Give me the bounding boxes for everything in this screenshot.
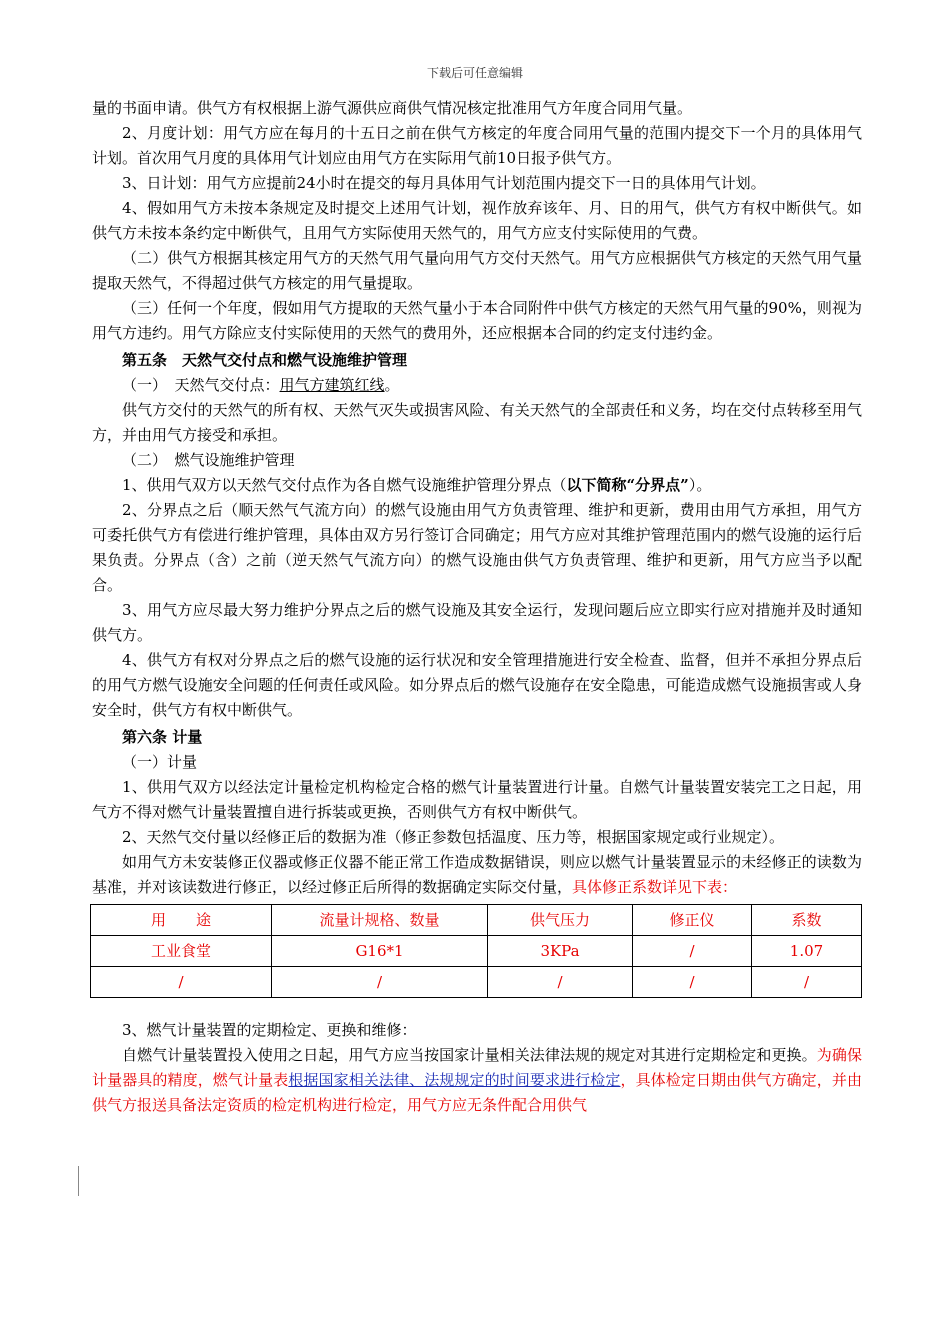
text-span: 自燃气计量装置投入使用之日起，用气方应当按国家计量相关法律法规的规定对其进行定期检定和更换。 bbox=[122, 1046, 817, 1064]
paragraph: （二）供气方根据其核定用气方的天然气用气量向用气方交付天然气。用气方应根据供气方核定的天然气用气量提取天然气，不得超过供气方核定的用气量提取。 bbox=[92, 249, 862, 292]
article-5-sub1 bbox=[92, 373, 862, 398]
table-cell: 1.07 bbox=[752, 936, 862, 967]
page-header: 下载后可任意编辑 bbox=[426, 66, 523, 80]
paragraph: 3、燃气计量装置的定期检定、更换和维修： bbox=[122, 1021, 417, 1039]
paragraph: 量的书面申请。供气方有权根据上游气源供应商供气情况核定批准用气方年度合同用气量。 bbox=[92, 99, 693, 117]
paragraph: 1、供用气双方以经法定计量检定机构检定合格的燃气计量装置进行计量。自燃气计量装置安装完工之日起，用气方不得对燃气计量装置擅自进行拆装或更换，否则供气方有权中断供气。 bbox=[92, 778, 862, 821]
paragraph: 2、分界点之后（顺天然气气流方向）的燃气设施由用气方负责管理、维护和更新，费用由用气方承担，用气方可委托供气方有偿进行维护管理，具体由双方另行签订合同确定；用气方应对其维护管理范围内的燃气设施的运行后果负责。分界点（含）之前（逆天然气气流方向）的燃气设施由供气方负责管理、维护和更新，用气方应当予以配合。 bbox=[92, 501, 862, 594]
table-header-row bbox=[91, 905, 862, 936]
paragraph bbox=[92, 850, 862, 900]
document-body bbox=[92, 96, 862, 1118]
table-cell: / bbox=[633, 936, 752, 967]
paragraph: 4、假如用气方未按本条规定及时提交上述用气计划，视作放弃该年、月、日的用气，供气方有权中断供气。如供气方未按本条约定中断供气，且用气方实际使用天然气的，用气方应支付实际使用的气费。 bbox=[92, 199, 862, 242]
paragraph: 2、月度计划：用气方应在每月的十五日之前在供气方核定的年度合同用气量的范围内提交下一个月的具体用气计划。首次用气月度的具体用气计划应由用气方在实际用气前10日报予供气方。 bbox=[92, 124, 862, 167]
table-cell: / bbox=[633, 967, 752, 998]
table-header-cell: 系数 bbox=[752, 905, 862, 936]
article-6-title: 第六条 计量 bbox=[122, 728, 203, 746]
red-text: ，具体检定日期由供气方确定，并由供气方报送具备法定资质的检定机构进行检定，用气方应无条件配合用供气 bbox=[92, 1071, 862, 1114]
table-cell: / bbox=[752, 967, 862, 998]
table-cell: / bbox=[488, 967, 633, 998]
paragraph bbox=[92, 473, 862, 498]
text-span: 如用气方未安装修正仪器或修正仪器不能正常工作造成数据错误，则应以燃气计量装置显示的未经修正的读数为基准，并对该读数进行修正，以经过修正后所得的数据确定实际交付量， bbox=[92, 853, 862, 896]
table-header-cell: 供气压力 bbox=[488, 905, 633, 936]
text-span: 1、供用气双方以天然气交付点作为各自燃气设施维护管理分界点（ bbox=[122, 476, 567, 494]
paragraph: 3、用气方应尽最大努力维护分界点之后的燃气设施及其安全运行，发现问题后应立即实行应对措施并及时通知供气方。 bbox=[92, 601, 862, 644]
inspection-link[interactable]: 根据国家相关法律、法规规定的时间要求进行检定 bbox=[288, 1071, 621, 1089]
bold-term: 以下简称“分界点” bbox=[566, 476, 689, 494]
sub1-prefix: （一） 天然气交付点： bbox=[122, 376, 280, 394]
table-cell: 工业食堂 bbox=[91, 936, 272, 967]
red-text: 为确保计量器具的精度，燃气计量表 bbox=[92, 1046, 862, 1089]
article-5-title: 第五条 天然气交付点和燃气设施维护管理 bbox=[122, 351, 408, 369]
table-header-cell: 流量计规格、数量 bbox=[272, 905, 488, 936]
paragraph: 供气方交付的天然气的所有权、天然气灭失或损害风险、有关天然气的全部责任和义务，均在交付点转移至用气方，并由用气方接受和承担。 bbox=[92, 401, 862, 444]
red-text: 具体修正系数详见下表： bbox=[572, 878, 738, 896]
table-cell: G16*1 bbox=[272, 936, 488, 967]
table-cell: 3KPa bbox=[488, 936, 633, 967]
table-cell: / bbox=[272, 967, 488, 998]
text-span: ）。 bbox=[688, 476, 712, 494]
paragraph: 2、天然气交付量以经修正后的数据为准（修正参数包括温度、压力等，根据国家规定或行业规定）。 bbox=[122, 828, 785, 846]
revision-bar bbox=[78, 1166, 79, 1196]
table-row bbox=[91, 936, 862, 967]
table-header-cell: 用 途 bbox=[91, 905, 272, 936]
correction-table bbox=[90, 904, 862, 998]
paragraph: 4、供气方有权对分界点之后的燃气设施的运行状况和安全管理措施进行安全检查、监督，但并不承担分界点后的用气方燃气设施安全问题的任何责任或风险。如分界点后的燃气设施存在安全隐患，可能造成燃气设施损害或人身安全时，供气方有权中断供气。 bbox=[92, 651, 862, 719]
article-5-sub2: （二） 燃气设施维护管理 bbox=[122, 451, 295, 469]
sub1-suffix: 。 bbox=[384, 376, 400, 394]
table-cell: / bbox=[91, 967, 272, 998]
paragraph bbox=[92, 1043, 862, 1118]
spacer bbox=[92, 998, 862, 1018]
paragraph: 3、日计划：用气方应提前24小时在提交的每月具体用气计划范围内提交下一日的具体用气计划。 bbox=[122, 174, 766, 192]
table-row bbox=[91, 967, 862, 998]
paragraph: （三）任何一个年度，假如用气方提取的天然气量小于本合同附件中供气方核定的天然气用气量的90%，则视为用气方违约。用气方除应支付实际使用的天然气的费用外，还应根据本合同的约定支付违约金。 bbox=[92, 299, 862, 342]
delivery-point-value: 用气方建筑红线 bbox=[279, 376, 385, 394]
article-6-sub1: （一）计量 bbox=[122, 753, 198, 771]
table-header-cell: 修正仪 bbox=[633, 905, 752, 936]
